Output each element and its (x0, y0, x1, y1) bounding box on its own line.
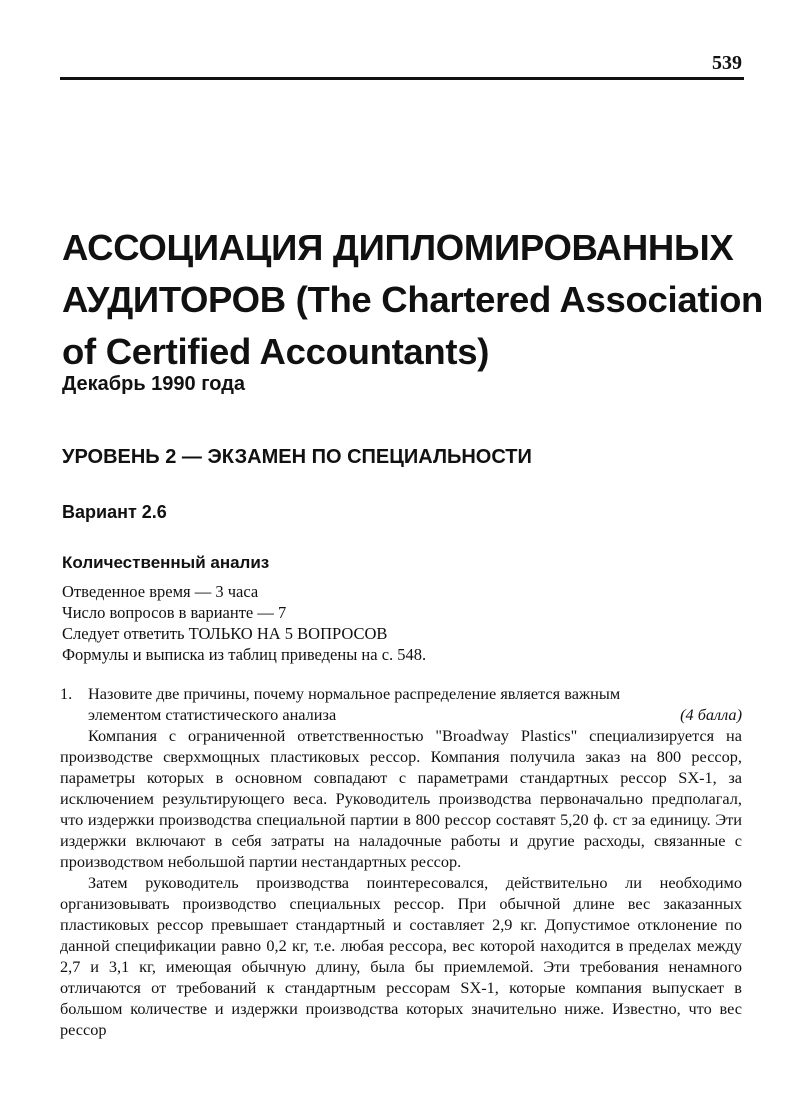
question-1 (60, 683, 742, 725)
body-text (60, 683, 742, 1040)
question-marks: (4 балла) (680, 705, 742, 724)
paragraph: Компания с ограниченной ответственностью "Broadway Plastics" специализируется на производстве сверхмощных пластиковых рессор. Компания получила заказ на 800 рессор, параметры которых в основном совпадают с параметрами стандартных рессор SX-1, за исключением результирующего веса. Руководитель производства первоначально предполагал, что издержки производства специальной партии в 800 рессор составят 5,20 ф. ст за единицу. Эти издержки включают в себя затраты на наладочные работы и другие расходы, связанные с производством небольшой партии нестандартных рессор. (60, 726, 742, 871)
paragraph: Затем руководитель производства поинтересовался, действительно ли необходимо организовывать производство специальных рессор. При обычной длине вес заказанных пластиковых рессор превышает стандартный и составляет 2,9 кг. Допустимое отклонение по данной спецификации равно 0,2 кг, т.е. любая рессора, вес которой находится в пределах между 2,7 и 3,1 кг, имеющая обычную длину, была бы приемлемой. Эти требования ненамного отличаются от требований к стандартным рессорам SX-1, которые компания выпускает в большом количестве и издержки производства которых значительно ниже. Известно, что вес рессор (60, 873, 742, 1039)
info-line: Следует ответить ТОЛЬКО НА 5 ВОПРОСОВ (62, 624, 388, 643)
title-line-3: of Certified Accountants) (62, 331, 490, 372)
exam-level: УРОВЕНЬ 2 — ЭКЗАМЕН ПО СПЕЦИАЛЬНОСТИ (62, 446, 532, 468)
info-line: Отведенное время — 3 часа (62, 582, 259, 601)
exam-variant: Вариант 2.6 (62, 502, 167, 522)
page-number: 539 (712, 52, 742, 74)
title-line-1: АССОЦИАЦИЯ ДИПЛОМИРОВАННЫХ (62, 227, 734, 268)
section-heading: Количественный анализ (62, 553, 270, 572)
info-line: Число вопросов в варианте — 7 (62, 603, 287, 622)
exam-info (62, 581, 426, 665)
question-number: 1. (60, 684, 73, 703)
header-rule (60, 77, 744, 80)
exam-date: Декабрь 1990 года (62, 373, 246, 395)
title-line-2: АУДИТОРОВ (The Chartered Association (62, 279, 764, 320)
info-line: Формулы и выписка из таблиц приведены на с. 548. (62, 645, 427, 664)
question-text-cont: элементом статистического анализа (88, 705, 337, 724)
question-text: Назовите две причины, почему нормальное распределение является важным (88, 684, 621, 703)
document-title (62, 222, 762, 378)
